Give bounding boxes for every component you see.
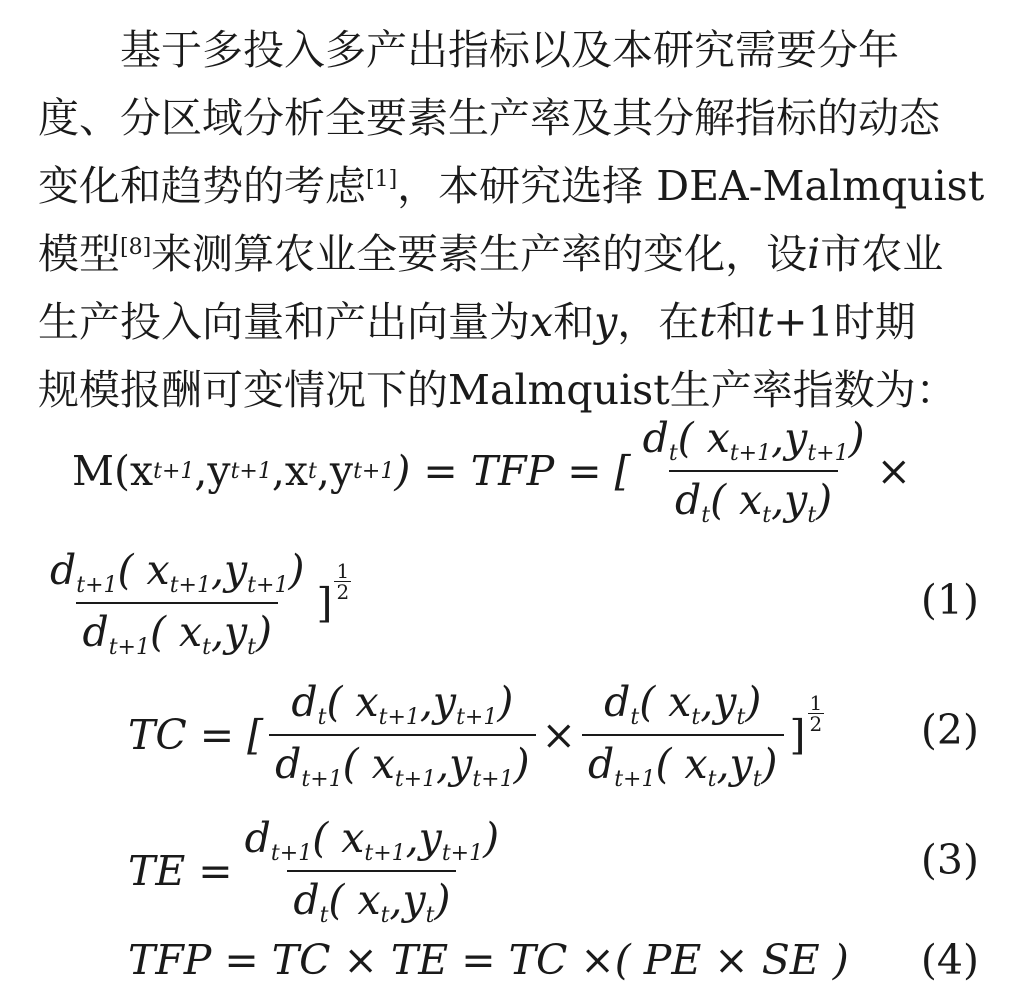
math-text: ) [816,476,833,524]
math-subscript: t+1 [807,441,849,466]
citation-ref-8: [8] [120,235,152,260]
fraction-numerator [44,546,310,602]
fraction-numerator [598,678,767,734]
exponent-denominator: 2 [809,711,823,736]
math-text: ) [256,608,273,656]
math-text: ) [513,740,530,788]
math-subscript: t [630,705,640,730]
fraction-denominator [269,734,535,792]
math-subscript: t+1 [729,441,772,466]
text-line-5-content [38,288,916,356]
fraction-numerator [285,678,519,734]
text-line-2-content: 度、分区域分析全要素生产率及其分解指标的动态 [38,94,940,142]
exponent-numerator: 1 [336,558,350,583]
fraction [239,814,505,928]
equation-1-part-1 [72,414,911,528]
math-text: ( x [710,476,763,524]
math-var: d [82,608,109,656]
math-text: ) [434,876,451,924]
math-text: ,x [271,447,309,495]
math-text: ) [483,814,500,862]
math-variable: t [756,298,774,346]
math-text: ) [848,414,865,462]
math-text: TE = [128,847,233,895]
math-text: ,y [771,414,808,462]
math-variable: t [699,298,716,346]
fraction-denominator [287,870,456,928]
citation-ref-1: [1] [366,167,398,192]
math-text: ,y [716,740,753,788]
math-text: ,y [419,678,457,726]
math-var: d [293,876,320,924]
math-subscript: t [752,767,762,792]
math-subscript: t+1 [169,573,211,598]
math-subscript: t [691,705,701,730]
math-text: ,y [316,447,354,495]
text-segment: 市农业 [820,230,944,278]
equation-1-part-2 [38,546,351,660]
math-text: ( x [328,876,381,924]
math-text: ] [789,711,806,759]
math-subscript: t+1 [76,573,118,598]
math-var: d [675,476,702,524]
math-text: TFP = TC × TE = TC ×( PE × SE ) [128,936,849,984]
equation-number-1: (1) [920,576,979,624]
math-subscript: t+1 [270,841,313,866]
math-variable: y [594,298,618,346]
math-text: ( x [326,678,379,726]
fraction-numerator [239,814,505,870]
equation-4 [128,936,849,984]
text-line-1 [38,16,988,84]
math-subscript: t [247,635,257,660]
math-text: ) [761,740,778,788]
math-subscript: t [319,903,329,928]
text-segment: 生产投入向量和产出向量为 [38,298,530,346]
math-var: d [291,678,318,726]
math-operator: × [876,447,911,495]
math-subscript: t+1 [394,767,437,792]
text-line-4 [38,220,988,288]
math-var: d [642,414,669,462]
equation-3 [128,814,511,928]
text-line-1-content: 基于多投入多产出指标以及本研究需要分年 [120,26,899,74]
math-subscript: t [317,705,327,730]
math-operator: × [541,711,576,759]
math-text: ,y [436,740,473,788]
fraction [637,414,871,528]
math-subscript: t [308,458,317,484]
math-subscript: t [701,503,711,528]
text-segment: 和 [553,298,595,346]
math-subscript: t [807,503,817,528]
fraction-denominator [669,470,838,528]
exponent-denominator: 2 [336,579,350,604]
math-text: ,y [194,447,231,495]
math-text: ) = TFP = [ [394,447,631,495]
math-text: ( x [117,546,170,594]
math-subscript: t [668,441,678,466]
math-var: d [244,814,271,862]
math-var: d [50,546,77,594]
math-text: ( x [677,414,730,462]
math-subscript: t+1 [230,458,272,484]
math-subscript: t [202,635,211,660]
math-text: ( x [149,608,203,656]
fraction [582,678,784,792]
math-text: ,y [210,608,248,656]
math-subscript: t+1 [441,841,484,866]
fraction-denominator [76,602,278,660]
math-text: ( x [639,678,692,726]
exponent-numerator: 1 [809,690,823,715]
math-text: ( x [655,740,708,788]
fraction [44,546,310,660]
exponent-half [808,690,825,736]
math-subscript: t [425,903,435,928]
math-variable: i [807,230,821,278]
exponent-half [334,558,351,604]
text-segment: ，在 [617,298,700,346]
math-text: TC = [ [128,711,264,759]
text-segment: ，本研究选择 DEA-Malmquist [397,162,985,210]
fraction-denominator [582,734,784,792]
text-line-4-content [38,220,943,288]
math-text: ,y [700,678,737,726]
math-var: d [604,678,631,726]
math-text: ,y [405,814,442,862]
body-paragraph [38,16,988,424]
text-line-5 [38,288,988,356]
text-segment: +1时期 [773,298,916,346]
math-text: ,y [210,546,248,594]
math-subscript: t+1 [247,573,289,598]
math-text: M(x [72,447,154,495]
math-subscript: t [762,503,772,528]
math-subscript: t+1 [614,767,656,792]
math-text: ,y [771,476,808,524]
math-subscript: t+1 [153,458,195,484]
math-variable: x [530,298,554,346]
equation-2 [128,678,824,792]
text-segment: 变化和趋势的考虑 [38,162,366,210]
math-text: ( x [342,740,395,788]
math-subscript: t+1 [378,705,420,730]
math-text: ) [288,546,305,594]
math-var: d [275,740,302,788]
text-line-3-content [38,152,984,220]
math-var: d [587,740,615,788]
math-subscript: t+1 [353,458,395,484]
text-segment: 和 [715,298,757,346]
math-text: ) [745,678,762,726]
math-text: ( x [312,814,365,862]
math-subscript: t+1 [456,705,498,730]
text-line-3 [38,152,988,220]
math-subscript: t+1 [364,841,406,866]
math-subscript: t+1 [301,767,343,792]
equation-number-2: (2) [920,706,979,754]
math-subscript: t [736,705,746,730]
text-segment: 模型 [38,230,120,278]
math-subscript: t [707,767,717,792]
text-line-2 [38,84,988,152]
math-text: ] [316,579,333,627]
text-line-6-content: 规模报酬可变情况下的Malmquist生产率指数为： [38,366,957,414]
math-subscript: t [380,903,390,928]
math-text: ) [497,678,514,726]
equation-number-3: (3) [920,836,979,884]
math-subscript: t+1 [108,635,150,660]
text-segment: 来测算农业全要素生产率的变化，设 [151,230,808,278]
fraction-numerator [637,414,871,470]
fraction [269,678,535,792]
math-subscript: t+1 [472,767,514,792]
math-text: ,y [389,876,426,924]
equation-number-4: (4) [920,936,979,984]
